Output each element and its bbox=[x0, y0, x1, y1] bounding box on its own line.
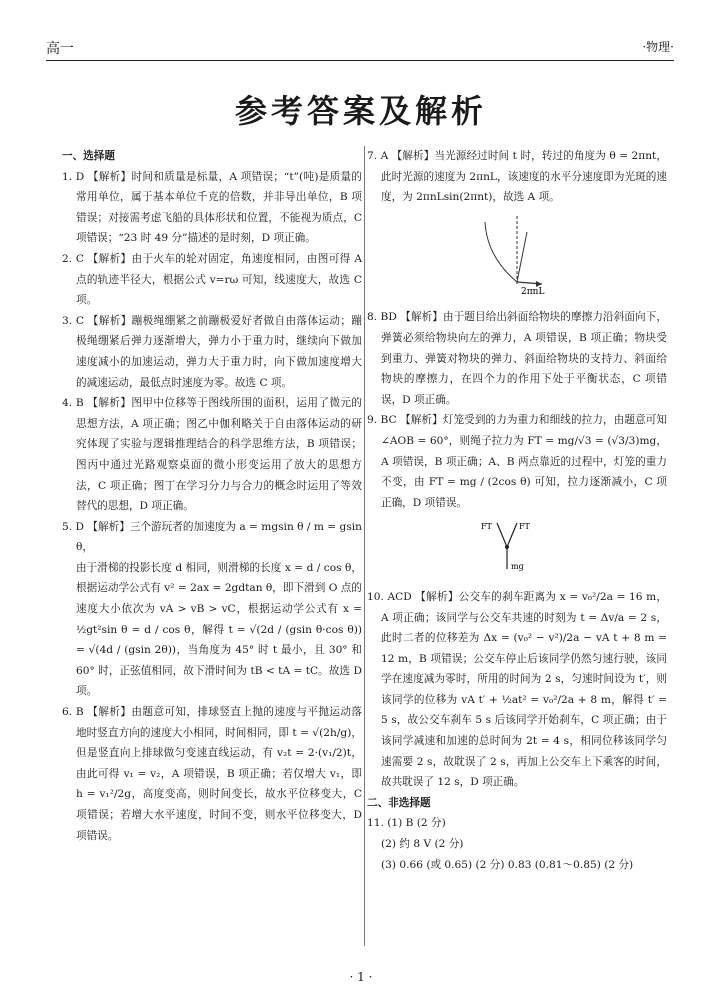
grade-label: 高一 bbox=[46, 41, 74, 57]
answer-q4: 4. B 【解析】图甲中位移等于图线所围的面积，运用了微元的思想方法，A 项正确；图乙中伽利略关于自由落体运动的研究体现了实验与逻辑推理结合的科学思维方法，B 项错误；图丙中通过光路观察桌面的微小形变运用了放大的思想方法，C 项正确；图丁在学习分力与合力的概念时运用了等效替代的思想，D 项正确。 bbox=[62, 397, 362, 513]
header-rule bbox=[46, 60, 674, 61]
answer-q10: 10. ACD 【解析】公交车的刹车距离为 x = v₀²/2a = 16 m，A 项正确；该同学与公交车共速的时刻为 t = Δv/a = 2 s，此时二者的位移差为 Δx = (v₀² − v²)/2a − vA t + 8 m = 12 m，B 项错误；公交车停止后该同学仍然匀速行驶，该同学在速度减为零时，所用的时间为 2 s，匀速时间设为 t′，则该同学的位移为 vA t′ + ½at² = v₀²/2a + 8 m，解得 t′ = 5 s，故公交车刹车 5 s 后该同学开始刹车，C 项正确；由于该同学减速和加速的总时间为 2t = 4 s，相同位移该同学匀速需要 2 s，故耽误了 2 s，再加上公交车上下乘客的时间，故共耽误了 12 s，D 项正确。 bbox=[367, 590, 667, 789]
fig9-label-mg: mg bbox=[511, 562, 524, 572]
arc-path bbox=[485, 222, 517, 282]
answer-q9: 9. BC 【解析】灯笼受到的力为重力和细线的拉力，由题意可知∠AOB = 60°，则绳子拉力为 FT = mg/√3 = (√3/3)mg，A 项错误，B 项正确；A、B 两点靠近的过程中，灯笼的重力不变，由 FT = mg / (2cos θ) 可知，拉力逐渐减小，C 项正确，D 项错误。 bbox=[367, 414, 667, 509]
page-number: · 1 · bbox=[349, 970, 373, 984]
fig9-label-ft-right: FT bbox=[519, 522, 530, 532]
lantern-point bbox=[505, 545, 509, 549]
answer-q1: 1. D 【解析】时间和质量是标量，A 项错误；“t”(吨)是质量的常用单位，属于基本单位千克的倍数，并非导出单位，B 项错误；对接需考虑飞船的具体形状和位置，不能视为质点，C 项错误；“23 时 49 分”描述的是时刻，D 项正确。 bbox=[62, 170, 362, 245]
figure-q7 bbox=[367, 212, 667, 304]
answer-q7: 7. A 【解析】当光源经过时间 t 时，转过的角度为 θ = 2πnt，此时光源的速度为 2πnL，该速度的水平分速度即为光斑的速度，为 2πnLsin(2πnt)，故选 A 项。 bbox=[367, 150, 667, 204]
answer-q2: 2. C 【解析】由于火车的轮对固定，角速度相同，由图可得 A 点的轨迹半径大，根据公式 v=rω 可知，线速度大，故选 C 项。 bbox=[62, 252, 362, 307]
answer-q11-1: 11. (1) B (2 分) bbox=[367, 817, 446, 830]
answer-q8: 8. BD 【解析】由于题目给出斜面给物块的摩擦力沿斜面向下，弹簧必须给物块向左的弹力，A 项错误，B 项正确；物块受到重力、弹簧对物块的弹力、斜面给物块的支持力、斜面给物块的摩擦力，在四个力的作用下处于平衡状态，C 项错误，D 项正确。 bbox=[367, 311, 667, 406]
right-tension-arrow bbox=[507, 523, 517, 547]
page-header bbox=[46, 38, 674, 60]
answer-q3: 3. C 【解析】蹦极绳绷紧之前蹦极爱好者做自由落体运动；蹦极绳绷紧后弹力逐渐增大，弹力小于重力时，继续向下做加速度减小的加速运动，弹力大于重力时，向下做加速度增大的减速运动，最低点时速度为零。故选 C 项。 bbox=[62, 314, 362, 389]
force-diagram bbox=[367, 517, 667, 575]
rotating-light-diagram bbox=[367, 212, 667, 296]
right-column bbox=[367, 146, 667, 875]
answer-q11-2: (2) 约 8 V (2 分) bbox=[381, 838, 464, 851]
figure-q9 bbox=[367, 517, 667, 583]
radius-line bbox=[517, 232, 527, 282]
left-column bbox=[62, 146, 362, 846]
answer-q6: 6. B 【解析】由题意可知，排球竖直上抛的速度与平抛运动落地时竖直方向的速度大小相同，时间相同，即 t = √(2h/g)，但是竖直向上排球做匀变速直线运动，有 v₂t = 2·(v₁/2)t，由此可得 v₁ = v₂，A 项错误，B 项正确；若仅增大 v₁，即 h = v₁²/2g，高度变高，则时间变长，故水平位移变大，C 项错误；若增大水平速度，时间不变，则水平位移变大，D 项错误。 bbox=[62, 706, 362, 842]
page-title: 参考答案及解析 bbox=[234, 92, 487, 130]
fig7-label: 2πnL bbox=[521, 286, 545, 296]
left-tension-arrow bbox=[497, 523, 507, 547]
section-nonchoice: 二、非选择题 bbox=[367, 796, 431, 809]
fig9-label-ft-left: FT bbox=[481, 522, 492, 532]
section-choice: 一、选择题 bbox=[62, 150, 115, 162]
subject-label: ·物理· bbox=[642, 40, 674, 54]
answer-q11-3: (3) 0.66 (或 0.65) (2 分) 0.83 (0.81～0.85) (2 分) bbox=[381, 858, 634, 871]
answer-q5-body: 由于滑梯的投影长度 d 相同，则滑梯的长度 x = d / cos θ，根据运动学公式有 v² = 2ax = 2gdtan θ，即下滑到 O 点的速度大小依次为 vA > vB > vC，根据运动学公式有 x = ½gt²sin θ = d / cos θ，解得 t = √(2d / (gsin θ·cos θ)) = √(4d / (gsin 2θ))，当角度为 45° 时 t 最小，且 30° 和 60° 时，正弦值相同，故下滑时间为 tB < tA = tC。故选 D 项。 bbox=[76, 561, 362, 698]
column-divider bbox=[364, 146, 365, 946]
answer-q5-line1: 5. D 【解析】三个游玩者的加速度为 a = mgsin θ / m = gsin θ， bbox=[62, 520, 362, 554]
